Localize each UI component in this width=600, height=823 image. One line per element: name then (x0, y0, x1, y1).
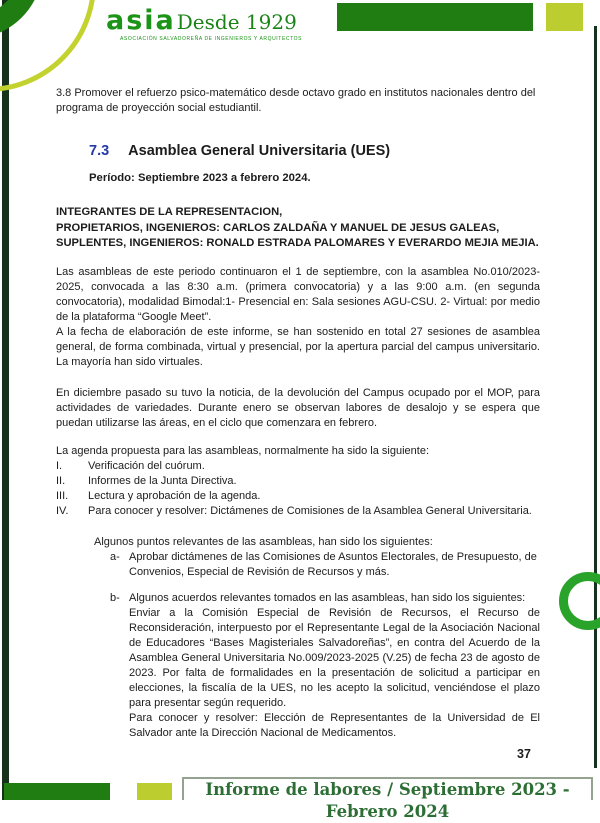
agenda-text: Lectura y aprobación de la agenda. (88, 489, 261, 502)
footer-lime-square (137, 783, 172, 800)
section-title: Asamblea General Universitaria (UES) (128, 143, 391, 159)
point-b-closing: Para conocer y resolver: Elección de Representantes de la Universidad de El Salvador ante la Dirección Nacional de Medicamentos. (129, 711, 540, 739)
point-a-text: Aprobar dictámenes de las Comisiones de Asuntos Electorales, de Presupuesto, de Convenios, Especial de Revisión de Recursos y más. (129, 550, 537, 578)
period-line: Período: Septiembre 2023 a febrero 2024. (89, 172, 311, 184)
asia-logo (106, 5, 366, 42)
agenda-item (56, 459, 540, 474)
assemblies-block (56, 265, 540, 370)
footer-green-bar (4, 783, 110, 800)
paragraph-assemblies-1: Las asambleas de este periodo continuaron el 1 de septiembre, con la asamblea No.010/2023-2025, convocada a las 8:30 a.m. (primera convocatoria) y a las 9:00 a.m. (en segunda convocatoria), modalidad Bimodal:1- Presencial en: Sala sesiones AGU-CSU. 2- Virtual: por medio de la plataforma “Google Meet”. (56, 265, 540, 323)
header-green-bar (337, 3, 533, 31)
section-number: 7.3 (89, 143, 110, 159)
list-marker: a- (110, 550, 120, 563)
agenda-text: Informes de la Junta Directiva. (88, 474, 237, 487)
paragraph-3-8: 3.8 Promover el refuerzo psico-matemático desde octavo grado en institutos nacionales dentro del programa de proyección social estudiantil. (56, 87, 536, 114)
point-b-intro: Algunos acuerdos relevantes tomados en las asambleas, han sido los siguientes: (129, 591, 526, 604)
right-circle-icon (559, 572, 600, 630)
logo-since-text: Desde 1929 (176, 10, 297, 34)
points-intro: Algunos puntos relevantes de las asambleas, han sido los siguientes: (94, 535, 433, 548)
agenda-item (56, 474, 540, 489)
document-body (56, 86, 540, 741)
header-lime-square (546, 3, 583, 31)
section-heading (89, 143, 540, 160)
right-edge-line (594, 26, 597, 768)
representation-line: SUPLENTES, INGENIEROS: RONALD ESTRADA PALOMARES Y EVERARDO MEJIA MEJIA. (56, 237, 539, 249)
agenda-numeral: III. (56, 489, 69, 502)
list-item-b (110, 591, 540, 741)
agenda-text: Para conocer y resolver: Dictámenes de Comisiones de la Asamblea General Universitaria. (88, 504, 532, 517)
agenda-numeral: IV. (56, 504, 69, 517)
agenda-item (56, 489, 540, 504)
representation-line: INTEGRANTES DE LA REPRESENTACION, (56, 206, 283, 218)
footer-banner: Informe de labores / Septiembre 2023 - Febrero 2024 (182, 777, 593, 800)
left-edge-bar (2, 0, 9, 800)
point-b-text: Enviar a la Comisión Especial de Revisión de Recursos, el Recurso de Reconsideración, interpuesto por el Representante Legal de la Asociación Nacional de Educadores “Bases Magisteriales Salvadoreñas”, en contra del Acuerdo de la Asamblea General Universitaria No.009/2023-2025 (V.25) de fecha 23 de agosto de 2023. Por falta de formalidades en la presentación de solicitud a participar en elecciones, la fiscalía de la UES, no les acepto la solicitud, venciéndose el plazo para presentar según requerido. (129, 606, 540, 709)
page-number: 37 (517, 747, 531, 761)
agenda-list (56, 459, 540, 519)
list-item-a (110, 550, 540, 580)
agenda-item (56, 504, 540, 519)
logo-wordmark: asia (106, 5, 176, 36)
agenda-numeral: I. (56, 459, 63, 472)
agenda-text: Verificación del cuórum. (88, 459, 205, 472)
logo-subtitle: ASOCIACIÓN SALVADOREÑA DE INGENIEROS Y ARQUITECTOS (120, 36, 303, 42)
agenda-numeral: II. (56, 474, 66, 487)
agenda-intro: La agenda propuesta para las asambleas, normalmente ha sido la siguiente: (56, 444, 430, 457)
paragraph-assemblies-2: A la fecha de elaboración de este informe, se han sostenido en total 27 sesiones de asamblea general, de forma combinada, virtual y presencial, por la apertura parcial del campus universitario. La mayoría han sido virtuales. (56, 325, 540, 368)
paragraph-campus: En diciembre pasado su tuvo la noticia, de la devolución del Campus ocupado por el MOP, para actividades de variedades. Durante enero se observan labores de desalojo y se espera que puedan utilizarse las áreas, en el ciclo que comenzara en febrero. (56, 386, 540, 429)
representation-line: PROPIETARIOS, INGENIEROS: CARLOS ZALDAÑA Y MANUEL DE JESUS GALEAS, (56, 221, 500, 234)
representation-block (56, 205, 540, 252)
list-marker: b- (110, 591, 120, 604)
